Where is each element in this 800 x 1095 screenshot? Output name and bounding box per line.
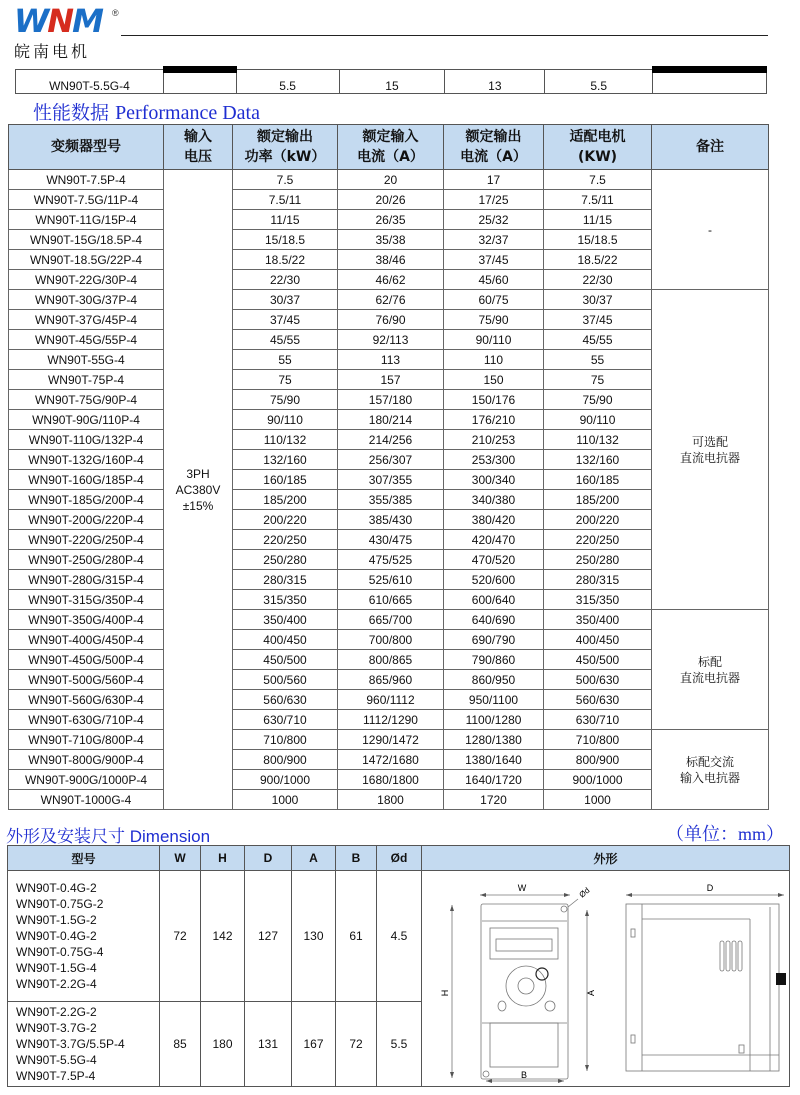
mount-hole-top xyxy=(561,906,567,912)
input-current-cell: 113 xyxy=(338,350,444,370)
power-cell: 160/185 xyxy=(233,470,338,490)
drawing-label-a: A xyxy=(586,989,596,997)
performance-title-cn: 性能数据 xyxy=(33,102,110,124)
power-cell: 75 xyxy=(233,370,338,390)
power-cell: 37/45 xyxy=(233,310,338,330)
motor-cell: 37/45 xyxy=(544,310,652,330)
table-row xyxy=(9,170,769,190)
header-line: 输入 xyxy=(184,129,212,145)
model-name: WN90T-1.5G-2 xyxy=(16,912,97,927)
model-cell: WN90T-185G/200P-4 xyxy=(9,490,164,510)
b-value: 72 xyxy=(336,1001,377,1086)
input-current-cell: 76/90 xyxy=(338,310,444,330)
input-current-cell: 46/62 xyxy=(338,270,444,290)
motor-cell: 450/500 xyxy=(544,650,652,670)
power-cell: 22/30 xyxy=(233,270,338,290)
input-current-cell: 38/46 xyxy=(338,250,444,270)
front-view xyxy=(450,893,589,1083)
header-rated-output-power xyxy=(233,125,338,170)
power-cell: 560/630 xyxy=(233,690,338,710)
side-terminal-block xyxy=(776,973,786,985)
output-current-cell: 90/110 xyxy=(444,330,544,350)
input-current-cell: 214/256 xyxy=(338,430,444,450)
phi-d-value: 4.5 xyxy=(377,871,422,1002)
model-name: WN90T-0.75G-4 xyxy=(16,944,104,959)
remark-line: 标配 xyxy=(697,654,722,669)
display-panel xyxy=(490,928,558,959)
header-divider xyxy=(121,35,768,36)
drawing-label-phi-d: Ød xyxy=(577,885,592,900)
input-voltage-line: AC380V xyxy=(175,482,221,497)
input-current-cell: 960/1112 xyxy=(338,690,444,710)
power-cell: 7.5 xyxy=(233,170,338,190)
performance-title xyxy=(33,98,260,125)
remark-line: 直流电抗器 xyxy=(679,450,740,465)
header-line: 功率（kW） xyxy=(244,149,326,165)
power-cell: 18.5/22 xyxy=(233,250,338,270)
output-current-cell: 176/210 xyxy=(444,410,544,430)
motor-cell: 315/350 xyxy=(544,590,652,610)
input-current-cell: 475/525 xyxy=(338,550,444,570)
motor-cell: 75 xyxy=(544,370,652,390)
header-line: (KW) xyxy=(577,149,618,165)
model-name: WN90T-0.75G-2 xyxy=(16,896,104,911)
inverter-front-body xyxy=(481,904,568,1079)
motor-cell: 132/160 xyxy=(544,450,652,470)
header-rated-output-current xyxy=(444,125,544,170)
h-value: 180 xyxy=(201,1001,245,1086)
input-current-cell: 157 xyxy=(338,370,444,390)
output-current-cell: 60/75 xyxy=(444,290,544,310)
power-cell: 450/500 xyxy=(233,650,338,670)
remark-cell xyxy=(653,70,767,94)
header-motor xyxy=(544,125,652,170)
table-row xyxy=(9,730,769,750)
motor-cell: 22/30 xyxy=(544,270,652,290)
company-logo xyxy=(14,4,102,62)
dimension-title xyxy=(6,822,210,847)
input-current-cell: 20 xyxy=(338,170,444,190)
power-cell: 400/450 xyxy=(233,630,338,650)
motor-cell: 30/37 xyxy=(544,290,652,310)
motor-cell: 110/132 xyxy=(544,430,652,450)
motor-cell: 560/630 xyxy=(544,690,652,710)
motor-cell: 18.5/22 xyxy=(544,250,652,270)
model-cell: WN90T-220G/250P-4 xyxy=(9,530,164,550)
motor-cell: 800/900 xyxy=(544,750,652,770)
power-cell: 132/160 xyxy=(233,450,338,470)
model-cell: WN90T-500G/560P-4 xyxy=(9,670,164,690)
header-d: D xyxy=(245,846,292,871)
output-current-cell: 690/790 xyxy=(444,630,544,650)
motor-cell: 350/400 xyxy=(544,610,652,630)
remark-cell: - xyxy=(652,170,769,290)
input-current-cell: 1472/1680 xyxy=(338,750,444,770)
model-cell: WN90T-160G/185P-4 xyxy=(9,470,164,490)
input-voltage-cell xyxy=(164,170,233,810)
power-cell: 350/400 xyxy=(233,610,338,630)
dimension-title-en: Dimension xyxy=(129,827,211,846)
model-cell: WN90T-5.5G-4 xyxy=(16,70,164,94)
power-cell: 280/315 xyxy=(233,570,338,590)
power-cell: 45/55 xyxy=(233,330,338,350)
model-cell: WN90T-11G/15P-4 xyxy=(9,210,164,230)
output-current-cell: 520/600 xyxy=(444,570,544,590)
power-cell: 630/710 xyxy=(233,710,338,730)
model-name: WN90T-2.2G-2 xyxy=(16,1004,97,1019)
side-view xyxy=(626,893,784,1071)
motor-cell: 900/1000 xyxy=(544,770,652,790)
output-current-cell: 1380/1640 xyxy=(444,750,544,770)
power-cell: 200/220 xyxy=(233,510,338,530)
model-cell: WN90T-55G-4 xyxy=(9,350,164,370)
input-current-cell: 256/307 xyxy=(338,450,444,470)
output-current-cell: 600/640 xyxy=(444,590,544,610)
power-cell: 250/280 xyxy=(233,550,338,570)
output-current-cell: 75/90 xyxy=(444,310,544,330)
input-current-cell: 15 xyxy=(339,70,445,94)
motor-cell: 250/280 xyxy=(544,550,652,570)
input-current-cell: 35/38 xyxy=(338,230,444,250)
power-cell: 7.5/11 xyxy=(233,190,338,210)
motor-cell: 220/250 xyxy=(544,530,652,550)
model-cell: WN90T-90G/110P-4 xyxy=(9,410,164,430)
motor-cell: 11/15 xyxy=(544,210,652,230)
table-header-row xyxy=(8,846,790,871)
drawing-label-h: H xyxy=(440,989,450,997)
power-cell: 185/200 xyxy=(233,490,338,510)
input-current-cell: 1680/1800 xyxy=(338,770,444,790)
header-line: 额定输入 xyxy=(362,129,419,145)
power-cell: 1000 xyxy=(233,790,338,810)
table-header-row xyxy=(9,125,769,170)
header-rated-input-current xyxy=(338,125,444,170)
keypad-ring xyxy=(506,966,546,1006)
model-cell: WN90T-15G/18.5P-4 xyxy=(9,230,164,250)
input-current-cell: 865/960 xyxy=(338,670,444,690)
header-line: 电流（A） xyxy=(460,149,527,165)
drawing-label-d: D xyxy=(706,883,714,893)
header-line: 适配电机 xyxy=(569,129,626,145)
model-cell: WN90T-900G/1000P-4 xyxy=(9,770,164,790)
remark-cell xyxy=(652,610,769,730)
motor-cell: 200/220 xyxy=(544,510,652,530)
output-current-cell: 340/380 xyxy=(444,490,544,510)
model-cell: WN90T-350G/400P-4 xyxy=(9,610,164,630)
output-current-cell: 17/25 xyxy=(444,190,544,210)
input-current-cell: 20/26 xyxy=(338,190,444,210)
model-cell: WN90T-200G/220P-4 xyxy=(9,510,164,530)
model-cell: WN90T-18.5G/22P-4 xyxy=(9,250,164,270)
model-name: WN90T-3.7G-2 xyxy=(16,1020,97,1035)
d-value: 127 xyxy=(245,871,292,1002)
output-current-cell: 110 xyxy=(444,350,544,370)
company-name: 皖南电机 xyxy=(14,42,91,61)
phi-d-value: 5.5 xyxy=(377,1001,422,1086)
model-cell: WN90T-45G/55P-4 xyxy=(9,330,164,350)
model-cell: WN90T-7.5G/11P-4 xyxy=(9,190,164,210)
power-cell: 110/132 xyxy=(233,430,338,450)
mount-hole-bottom xyxy=(483,1071,489,1077)
power-cell: 75/90 xyxy=(233,390,338,410)
model-cell: WN90T-75G/90P-4 xyxy=(9,390,164,410)
header-line: 电压 xyxy=(184,149,212,165)
power-cell: 900/1000 xyxy=(233,770,338,790)
performance-table xyxy=(8,124,769,810)
motor-cell: 15/18.5 xyxy=(544,230,652,250)
output-current-cell: 790/860 xyxy=(444,650,544,670)
header-remark: 备注 xyxy=(652,125,769,170)
output-current-cell: 1100/1280 xyxy=(444,710,544,730)
motor-cell: 710/800 xyxy=(544,730,652,750)
output-current-cell: 17 xyxy=(444,170,544,190)
header-line: 电流（A） xyxy=(357,149,424,165)
model-cell: WN90T-7.5P-4 xyxy=(9,170,164,190)
motor-cell: 185/200 xyxy=(544,490,652,510)
input-current-cell: 665/700 xyxy=(338,610,444,630)
input-voltage-line: 3PH xyxy=(186,466,210,481)
output-current-cell: 1280/1380 xyxy=(444,730,544,750)
power-cell: 55 xyxy=(233,350,338,370)
model-cell: WN90T-280G/315P-4 xyxy=(9,570,164,590)
remark-cell xyxy=(652,730,769,810)
w-value: 85 xyxy=(160,1001,201,1086)
power-cell: 315/350 xyxy=(233,590,338,610)
power-cell: 15/18.5 xyxy=(233,230,338,250)
motor-cell: 7.5/11 xyxy=(544,190,652,210)
power-cell: 90/110 xyxy=(233,410,338,430)
header-input-voltage xyxy=(164,125,233,170)
model-cell: WN90T-132G/160P-4 xyxy=(9,450,164,470)
model-list xyxy=(8,1001,160,1086)
header-b: B xyxy=(336,846,377,871)
power-cell: 500/560 xyxy=(233,670,338,690)
model-cell: WN90T-710G/800P-4 xyxy=(9,730,164,750)
performance-title-en: Performance Data xyxy=(115,102,260,124)
output-current-cell: 25/32 xyxy=(444,210,544,230)
output-current-cell: 150 xyxy=(444,370,544,390)
motor-cell: 5.5 xyxy=(545,70,653,94)
input-voltage-line: ±15% xyxy=(182,498,214,513)
input-current-cell: 385/430 xyxy=(338,510,444,530)
header-shape: 外形 xyxy=(422,846,790,871)
model-name: WN90T-5.5G-4 xyxy=(16,1052,97,1067)
dimension-table xyxy=(7,845,790,1087)
output-current-cell: 300/340 xyxy=(444,470,544,490)
model-list xyxy=(8,871,160,1002)
output-current-cell: 470/520 xyxy=(444,550,544,570)
table-row xyxy=(9,290,769,310)
motor-cell: 630/710 xyxy=(544,710,652,730)
power-cell: 5.5 xyxy=(236,70,339,94)
model-cell: WN90T-450G/500P-4 xyxy=(9,650,164,670)
model-cell: WN90T-400G/450P-4 xyxy=(9,630,164,650)
model-cell: WN90T-250G/280P-4 xyxy=(9,550,164,570)
remark-line: 可选配 xyxy=(691,434,728,449)
remark-cell xyxy=(652,290,769,610)
model-name: WN90T-7.5P-4 xyxy=(16,1068,96,1083)
power-cell: 30/37 xyxy=(233,290,338,310)
input-voltage-cell xyxy=(163,70,236,94)
carryover-row-table xyxy=(15,66,767,94)
motor-cell: 400/450 xyxy=(544,630,652,650)
output-current-cell: 32/37 xyxy=(444,230,544,250)
power-cell: 220/250 xyxy=(233,530,338,550)
output-current-cell: 37/45 xyxy=(444,250,544,270)
header-w: W xyxy=(160,846,201,871)
input-current-cell: 430/475 xyxy=(338,530,444,550)
model-name: WN90T-0.4G-2 xyxy=(16,928,97,943)
model-name: WN90T-0.4G-2 xyxy=(16,880,97,895)
input-current-cell: 1800 xyxy=(338,790,444,810)
output-current-cell: 253/300 xyxy=(444,450,544,470)
model-name: WN90T-1.5G-4 xyxy=(16,960,97,975)
motor-cell: 90/110 xyxy=(544,410,652,430)
remark-line: 直流电抗器 xyxy=(679,670,740,685)
dimension-title-cn: 外形及安装尺寸 xyxy=(6,827,125,846)
model-name: WN90T-3.7G/5.5P-4 xyxy=(16,1036,125,1051)
motor-cell: 45/55 xyxy=(544,330,652,350)
w-value: 72 xyxy=(160,871,201,1002)
header-line: 额定输出 xyxy=(465,129,522,145)
motor-cell: 7.5 xyxy=(544,170,652,190)
unit-label: （单位：mm） xyxy=(666,824,785,844)
output-current-cell: 45/60 xyxy=(444,270,544,290)
model-cell: WN90T-30G/37P-4 xyxy=(9,290,164,310)
motor-cell: 500/630 xyxy=(544,670,652,690)
header-model: 变频器型号 xyxy=(9,125,164,170)
logo-wordmark: WNM xyxy=(14,2,102,40)
model-cell: WN90T-110G/132P-4 xyxy=(9,430,164,450)
output-current-cell: 1640/1720 xyxy=(444,770,544,790)
power-cell: 800/900 xyxy=(233,750,338,770)
motor-cell: 160/185 xyxy=(544,470,652,490)
remark-line: 输入电抗器 xyxy=(679,770,740,785)
output-current-cell: 150/176 xyxy=(444,390,544,410)
model-cell: WN90T-560G/630P-4 xyxy=(9,690,164,710)
model-cell: WN90T-1000G-4 xyxy=(9,790,164,810)
model-cell: WN90T-315G/350P-4 xyxy=(9,590,164,610)
motor-cell: 280/315 xyxy=(544,570,652,590)
input-current-cell: 525/610 xyxy=(338,570,444,590)
output-current-cell: 640/690 xyxy=(444,610,544,630)
table-row xyxy=(8,871,790,1002)
input-current-cell: 307/355 xyxy=(338,470,444,490)
input-current-cell: 1290/1472 xyxy=(338,730,444,750)
input-current-cell: 800/865 xyxy=(338,650,444,670)
header-line: 额定输出 xyxy=(257,129,313,145)
header-model: 型号 xyxy=(8,846,160,871)
d-value: 131 xyxy=(245,1001,292,1086)
h-value: 142 xyxy=(201,871,245,1002)
outline-drawing xyxy=(422,871,790,1087)
motor-cell: 75/90 xyxy=(544,390,652,410)
input-current-cell: 157/180 xyxy=(338,390,444,410)
a-value: 130 xyxy=(292,871,336,1002)
model-cell: WN90T-75P-4 xyxy=(9,370,164,390)
input-current-cell: 92/113 xyxy=(338,330,444,350)
input-current-cell: 180/214 xyxy=(338,410,444,430)
input-current-cell: 62/76 xyxy=(338,290,444,310)
power-cell: 11/15 xyxy=(233,210,338,230)
output-current-cell: 1720 xyxy=(444,790,544,810)
inverter-outline-svg xyxy=(422,871,790,1086)
a-value: 167 xyxy=(292,1001,336,1086)
table-row xyxy=(9,610,769,630)
b-value: 61 xyxy=(336,871,377,1002)
header-h: H xyxy=(201,846,245,871)
output-current-cell: 210/253 xyxy=(444,430,544,450)
header-phi-d: Ød xyxy=(377,846,422,871)
input-current-cell: 355/385 xyxy=(338,490,444,510)
output-current-cell: 380/420 xyxy=(444,510,544,530)
registered-mark: ® xyxy=(112,8,119,18)
model-name: WN90T-2.2G-4 xyxy=(16,976,97,991)
output-current-cell: 860/950 xyxy=(444,670,544,690)
power-cell: 710/800 xyxy=(233,730,338,750)
input-current-cell: 1112/1290 xyxy=(338,710,444,730)
motor-cell: 1000 xyxy=(544,790,652,810)
output-current-cell: 950/1100 xyxy=(444,690,544,710)
output-current-cell: 420/470 xyxy=(444,530,544,550)
output-current-cell: 13 xyxy=(445,70,545,94)
model-cell: WN90T-37G/45P-4 xyxy=(9,310,164,330)
motor-cell: 55 xyxy=(544,350,652,370)
table-row xyxy=(16,70,767,94)
input-current-cell: 26/35 xyxy=(338,210,444,230)
model-cell: WN90T-22G/30P-4 xyxy=(9,270,164,290)
drawing-label-b: B xyxy=(520,1070,528,1080)
input-current-cell: 700/800 xyxy=(338,630,444,650)
model-cell: WN90T-630G/710P-4 xyxy=(9,710,164,730)
drawing-label-w: W xyxy=(517,883,527,893)
header-a: A xyxy=(292,846,336,871)
input-current-cell: 610/665 xyxy=(338,590,444,610)
inverter-side-body xyxy=(626,904,779,1071)
remark-line: 标配交流 xyxy=(685,754,734,769)
model-cell: WN90T-800G/900P-4 xyxy=(9,750,164,770)
